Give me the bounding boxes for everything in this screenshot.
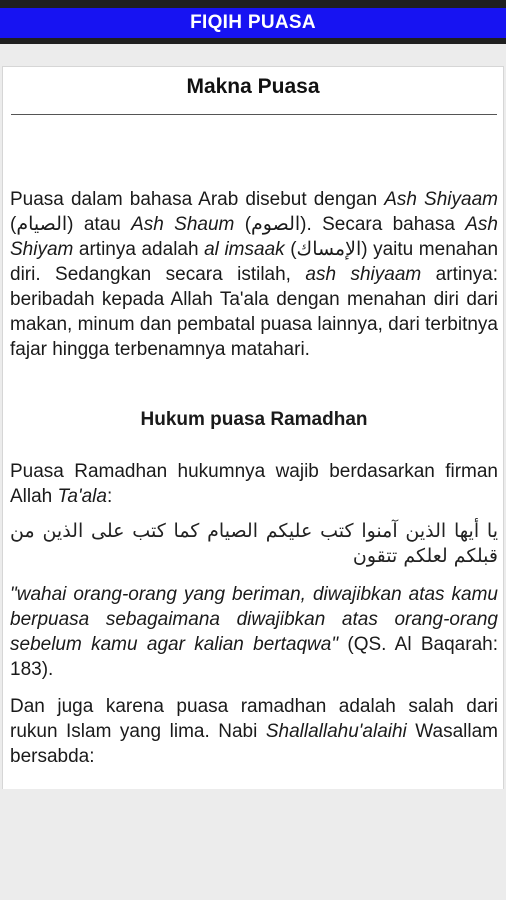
italic-term: ash shiyaam bbox=[305, 264, 422, 285]
text-segment: (الصيام) atau bbox=[10, 214, 132, 235]
verse-reference: (QS. Al Baqarah: 183). bbox=[10, 634, 498, 680]
paragraph-makna bbox=[10, 187, 498, 362]
page-title: Makna Puasa bbox=[186, 75, 320, 98]
text-segment: (الصوم). Secara bahasa bbox=[234, 214, 466, 235]
italic-term: Shallallahu'alaihi bbox=[265, 721, 407, 742]
verse-translation bbox=[10, 582, 498, 682]
italic-term: Ash Shiyaam bbox=[384, 189, 498, 210]
italic-term: al imsaak bbox=[204, 239, 285, 260]
text-segment: Wasallam bersabda: bbox=[10, 721, 498, 767]
paragraph-hukum bbox=[10, 459, 498, 509]
italic-term: Ta'ala bbox=[57, 486, 107, 507]
article-card[interactable] bbox=[2, 66, 504, 789]
italic-term: Ash Shiyam bbox=[10, 214, 498, 260]
text-segment: Puasa dalam bahasa Arab disebut dengan bbox=[10, 189, 385, 210]
arabic-verse: يا أيها الذين آمنوا كتب عليكم الصيام كما كتب على الذين من قبلكم لعلكم تتقون bbox=[10, 520, 498, 567]
text-segment: artinya: beribadah kepada Allah Ta'ala dengan menahan diri dari makan, minum dan pembatal puasa lainnya, dari terbitnya fajar hingga terbenamnya matahari. bbox=[10, 264, 498, 360]
text-segment: Dan juga karena puasa ramadhan adalah salah dari rukun Islam yang lima. Nabi bbox=[10, 696, 498, 742]
text-segment: (الإمساك) yaitu menahan diri. Sedangkan secara istilah, bbox=[10, 239, 499, 285]
translation-text: "wahai orang-orang yang beriman, diwajibkan atas kamu berpuasa sebagaimana diwajibkan atas orang-orang sebelum kamu agar kalian bertaqwa" bbox=[10, 584, 498, 655]
article-content bbox=[10, 187, 498, 769]
app-title-bar bbox=[0, 8, 506, 38]
title-divider bbox=[11, 114, 497, 115]
status-bar bbox=[0, 0, 506, 8]
text-segment: artinya adalah bbox=[73, 239, 205, 260]
paragraph-rukun bbox=[10, 694, 498, 769]
section-heading-hukum: Hukum puasa Ramadhan bbox=[140, 409, 368, 430]
app-title: FIQIH PUASA bbox=[190, 12, 316, 33]
app-bar-divider bbox=[0, 38, 506, 44]
text-segment: : bbox=[106, 486, 113, 507]
italic-term: Ash Shaum bbox=[131, 214, 235, 235]
text-segment: Puasa Ramadhan hukumnya wajib berdasarkan firman Allah bbox=[10, 461, 498, 507]
